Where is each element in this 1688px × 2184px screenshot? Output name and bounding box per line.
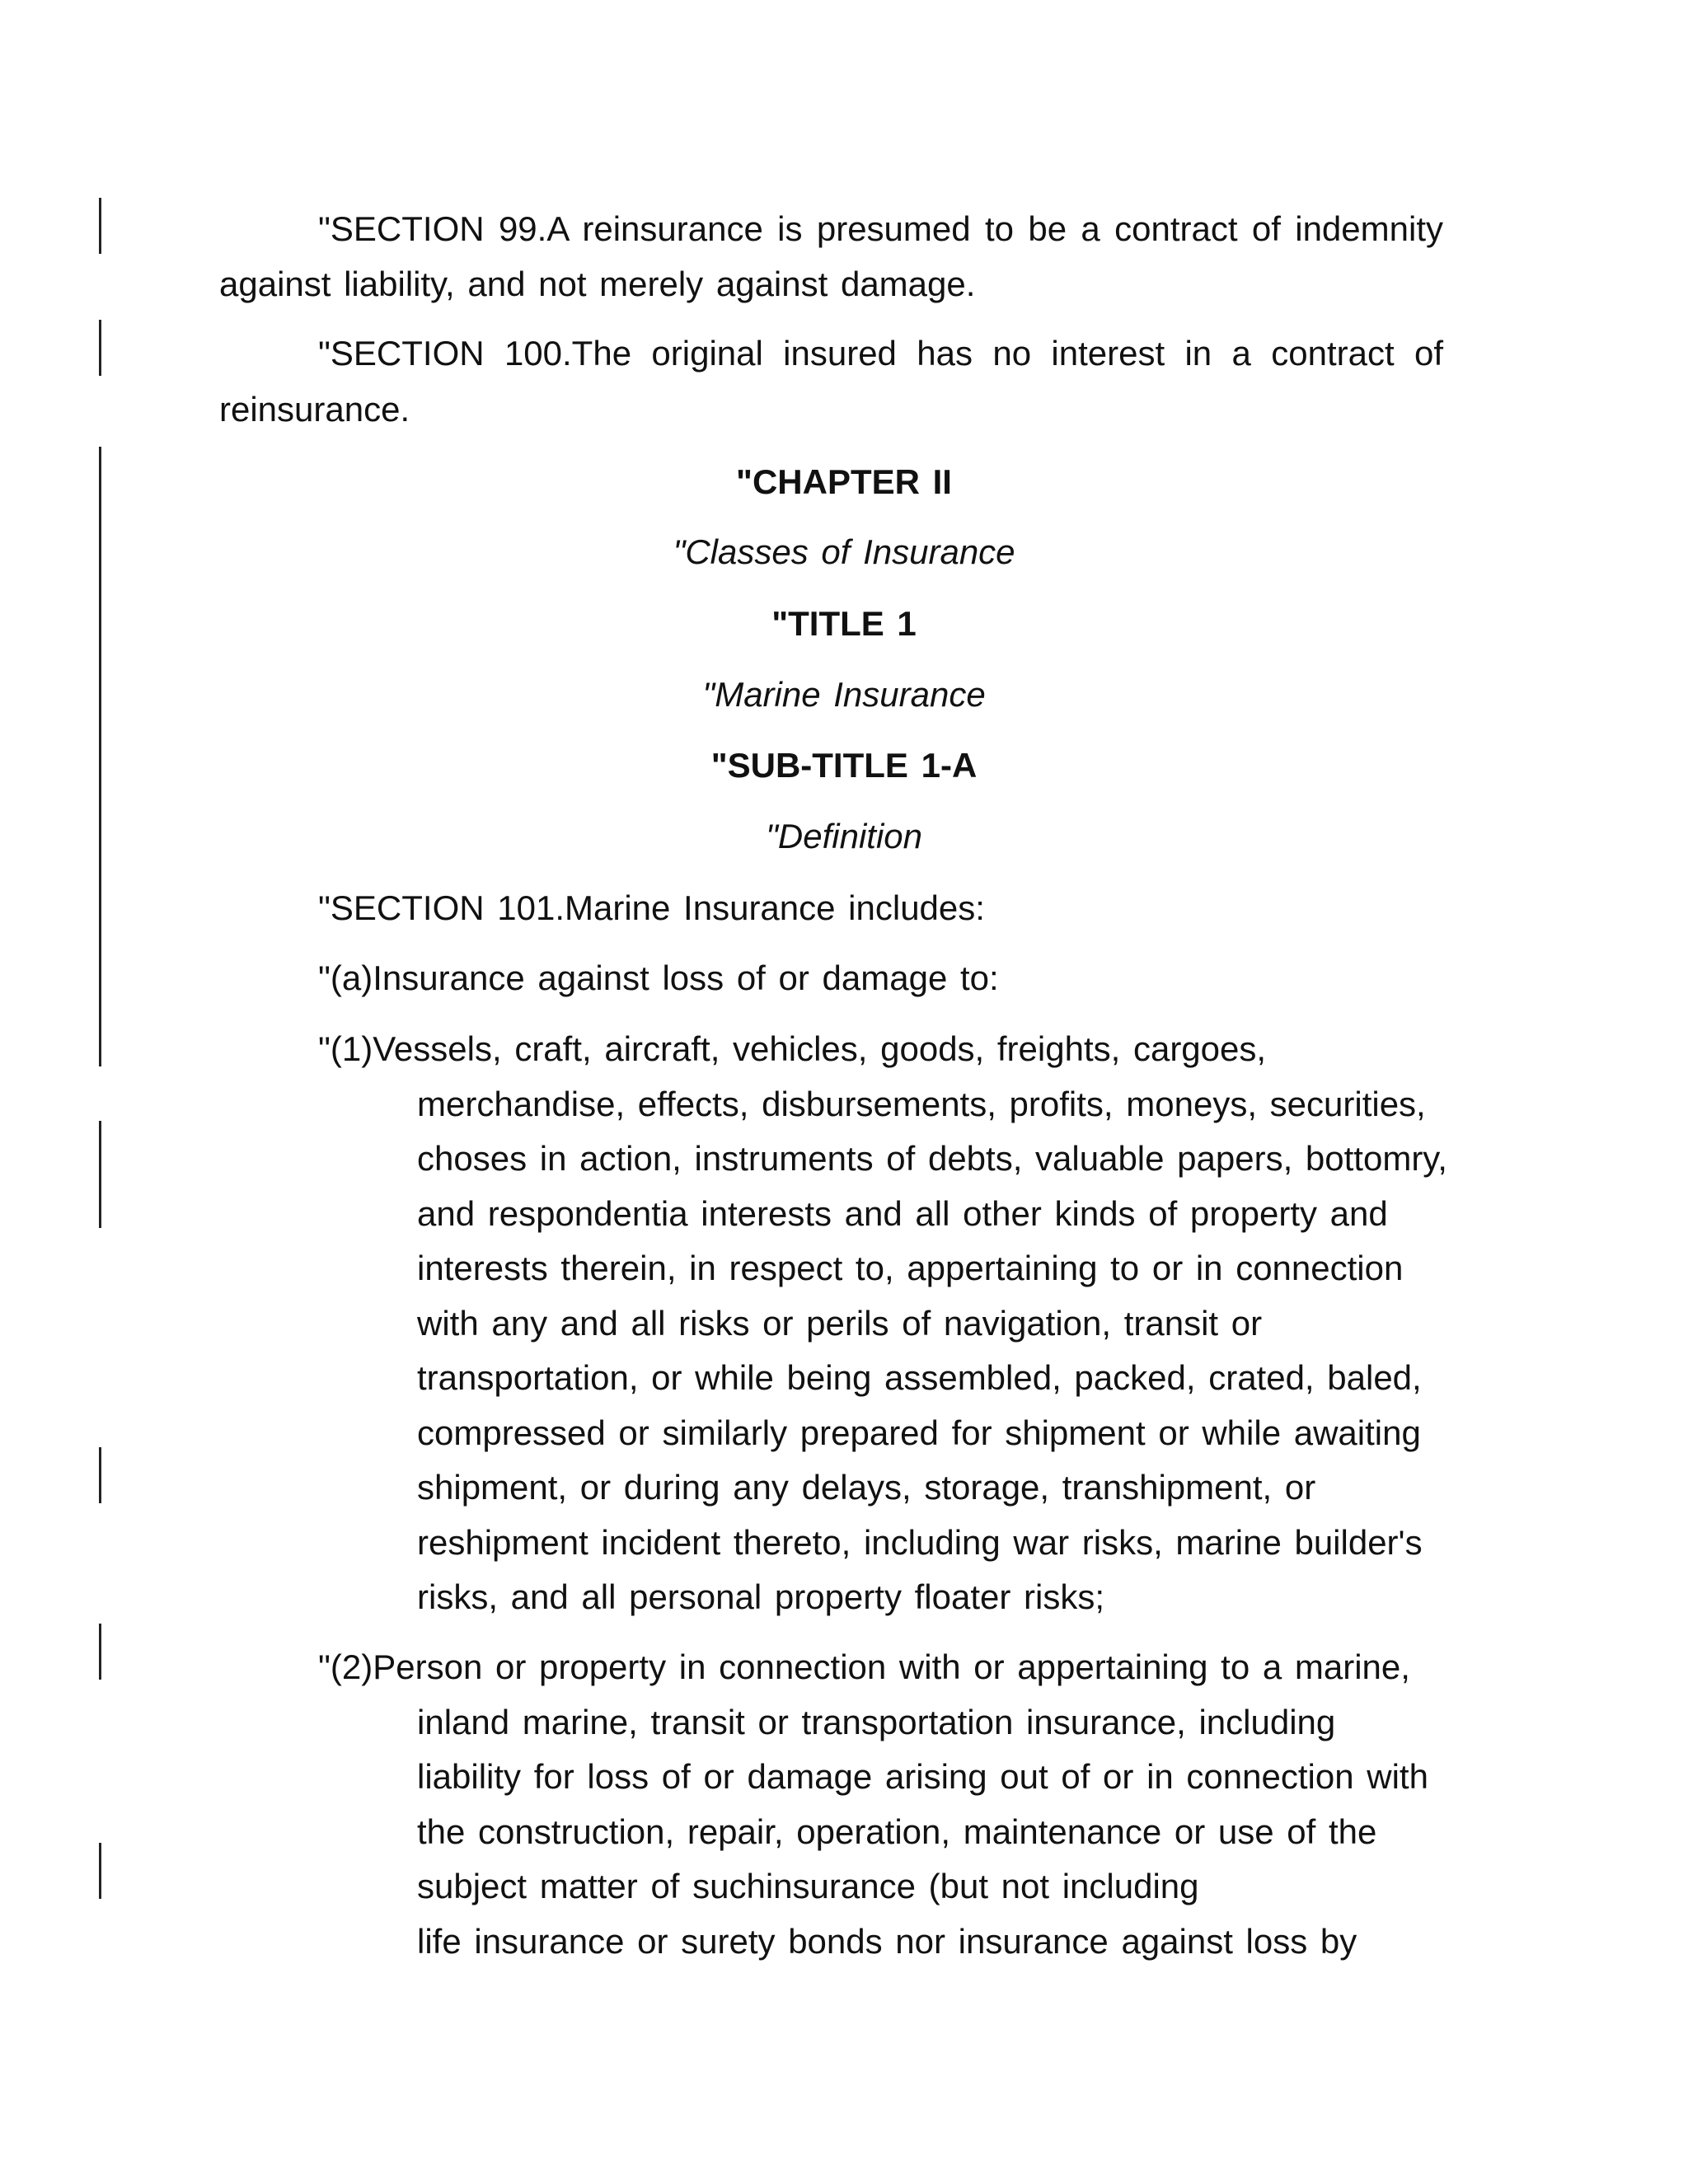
item-2-line: inland marine, transit or transportation insurance, including (417, 1703, 1336, 1741)
subtitle-heading: "SUB-TITLE 1-A (710, 746, 978, 785)
revision-bar (99, 1624, 101, 1680)
revision-bar (99, 198, 101, 254)
revision-bar (99, 320, 101, 376)
section-100-line2: reinsurance. (219, 390, 410, 429)
item-2-line: life insurance or surety bonds nor insurance against loss by (417, 1922, 1357, 1961)
item-1-line: choses in action, instruments of debts, valuable papers, bottomry, (417, 1139, 1447, 1178)
item-1-line: shipment, or during any delays, storage, transhipment, or (417, 1468, 1316, 1507)
title-name: "Marine Insurance (702, 675, 986, 714)
item-2-line: liability for loss of or damage arising out of or in connection with (417, 1757, 1428, 1796)
section-99-line1: "SECTION 99.A reinsurance is presumed to be a contract of indemnity (318, 209, 1443, 248)
item-1-line: risks, and all personal property floater risks; (417, 1577, 1104, 1616)
chapter-title: "Classes of Insurance (673, 532, 1015, 571)
item-2-line: the construction, repair, operation, maintenance or use of the (417, 1812, 1377, 1851)
item-2-line: "(2)Person or property in connection with or appertaining to a marine, (318, 1647, 1410, 1686)
item-1-line: with any and all risks or perils of navigation, transit or (417, 1304, 1263, 1343)
revision-bar (99, 1447, 101, 1503)
title-heading: "TITLE 1 (771, 604, 917, 643)
section-101: "SECTION 101.Marine Insurance includes: (318, 888, 985, 927)
section-100-line1: "SECTION 100.The original insured has no interest in a contract of (318, 334, 1443, 373)
item-1-line: "(1)Vessels, craft, aircraft, vehicles, goods, freights, cargoes, (318, 1029, 1267, 1068)
chapter-heading: "CHAPTER II (736, 462, 952, 501)
item-2-line: subject matter of suchinsurance (but not including (417, 1867, 1199, 1905)
revision-bar (99, 1121, 101, 1228)
item-1-line: reshipment incident thereto, including war risks, marine builder's (417, 1523, 1423, 1562)
item-1-line: interests therein, in respect to, appertaining to or in connection (417, 1249, 1404, 1287)
subtitle-name: "Definition (765, 817, 922, 855)
item-1-line: merchandise, effects, disbursements, profits, moneys, securities, (417, 1085, 1426, 1123)
item-1-line: compressed or similarly prepared for shipment or while awaiting (417, 1413, 1421, 1452)
clause-a: "(a)Insurance against loss of or damage to: (318, 958, 999, 997)
revision-bar (99, 1843, 101, 1899)
item-1-line: transportation, or while being assembled, packed, crated, baled, (417, 1358, 1422, 1397)
section-99-line2: against liability, and not merely against damage. (219, 265, 976, 303)
item-1-line: and respondentia interests and all other kinds of property and (417, 1194, 1388, 1233)
